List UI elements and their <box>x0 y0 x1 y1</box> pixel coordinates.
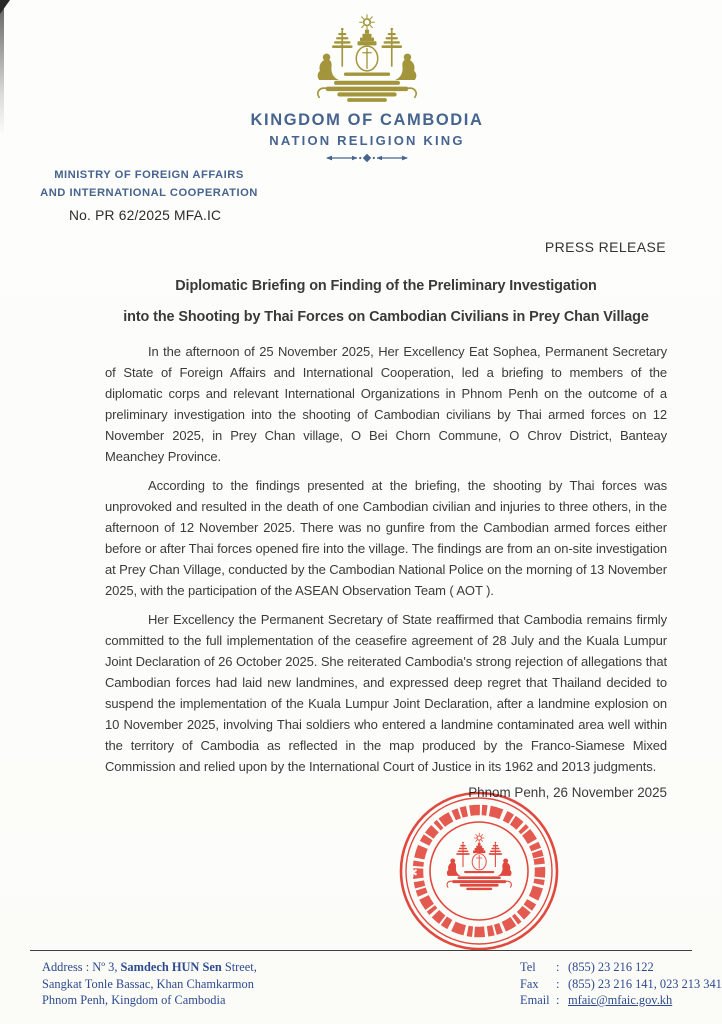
cambodia-royal-arms-icon <box>301 8 433 114</box>
document-title <box>100 271 672 333</box>
title-line-2: into the Shooting by Thai Forces on Cambodian Civilians in Prey Chan Village <box>123 309 649 325</box>
title-line-1: Diplomatic Briefing on Finding of the Preliminary Investigation <box>175 278 597 294</box>
fax-label: Fax <box>520 976 539 991</box>
contact-row-fax <box>520 976 722 993</box>
address-street-name: Samdech HUN Sen <box>120 960 222 974</box>
contact-row-email <box>520 992 722 1009</box>
document-kind-label: PRESS RELEASE <box>544 239 666 255</box>
address-line-3: Phnom Penh, Kingdom of Cambodia <box>42 993 226 1007</box>
footer-divider <box>30 950 692 951</box>
national-motto: NATION RELIGION KING <box>269 133 465 148</box>
address-prefix: Address : Nº 3, <box>42 960 121 974</box>
colon: : <box>556 960 560 974</box>
scan-corner-artifact <box>0 0 10 14</box>
address-line-2: Sangkat Tonle Bassac, Khan Chamkarmon <box>42 976 254 991</box>
body-paragraph-3: Her Excellency the Permanent Secretary of State reaffirmed that Cambodia remains firmly committed to the full implementation of the ceasefire agreement of 28 July and the Kuala Lumpur Joint Declaration of 26 October 2025. She reiterated Cambodia's strong rejection of allegations that Cambodian forces had laid new landmines, and expressed deep regret that Thailand decided to suspend the implementation of the Kuala Lumpur Joint Declaration, after a landmine explosion on 10 November 2025, involving Thai soldiers who entered a landmine contaminated area well within the territory of Cambodia as reflected in the map produced by the Franco-Siamese Mixed Commission and relied upon by the International Court of Justice in its 1962 and 2013 judgments. <box>105 612 667 774</box>
address-suffix: Street, <box>221 960 257 974</box>
colon: : <box>556 976 560 991</box>
document-body <box>105 341 667 800</box>
kingdom-title: KINGDOM OF CAMBODIA <box>250 111 484 129</box>
colon: : <box>556 993 560 1007</box>
ministry-name <box>36 166 262 202</box>
contact-row-tel <box>520 959 722 976</box>
body-paragraph-2: According to the findings presented at the briefing, the shooting by Thai forces was unprovoked and resulted in the death of one Cambodian civilian and injuries to three others, in the afternoon of 12 November 2025. There was no gunfire from the Cambodian armed forces either before or after Thai forces opened fire into the village. The findings are from an on-site investigation at Prey Chan Village, conducted by the Cambodian National Police on the morning of 13 November 2025, with the participation of the ASEAN Observation Team ( AOT ). <box>105 478 667 598</box>
scan-edge-artifact <box>0 0 4 135</box>
tel-value: (855) 23 216 122 <box>568 960 654 974</box>
footer-address <box>42 959 257 1009</box>
decorative-divider-icon <box>324 153 410 163</box>
tel-label: Tel <box>520 960 536 974</box>
email-value: mfaic@mfaic.gov.kh <box>568 993 673 1007</box>
ministry-line-2: AND INTERNATIONAL COOPERATION <box>40 187 258 199</box>
seal-star-separator: ✱ <box>407 865 418 880</box>
dateline: Phnom Penh, 26 November 2025 <box>468 785 667 800</box>
body-paragraph-1: In the afternoon of 25 November 2025, Her Excellency Eat Sophea, Permanent Secretary of State of Foreign Affairs and International Cooperation, led a briefing to members of the diplomatic corps and relevant International Organizations in Phnom Penh on the outcome of a preliminary investigation into the shooting of Cambodian civilians by Thai armed forces on 12 November 2025, in Prey Chan village, O Bei Chorn Commune, O Chrov District, Banteay Meanchey Province. <box>105 344 667 464</box>
footer-contacts <box>520 959 722 1009</box>
fax-value: (855) 23 216 141, 023 213 341 <box>568 976 722 991</box>
ministry-red-seal <box>397 789 561 953</box>
address-line-1 <box>42 959 257 976</box>
ministry-line-1: MINISTRY OF FOREIGN AFFAIRS <box>54 169 244 181</box>
email-label: Email <box>520 993 550 1007</box>
reference-number: No. PR 62/2025 MFA.IC <box>69 208 222 223</box>
